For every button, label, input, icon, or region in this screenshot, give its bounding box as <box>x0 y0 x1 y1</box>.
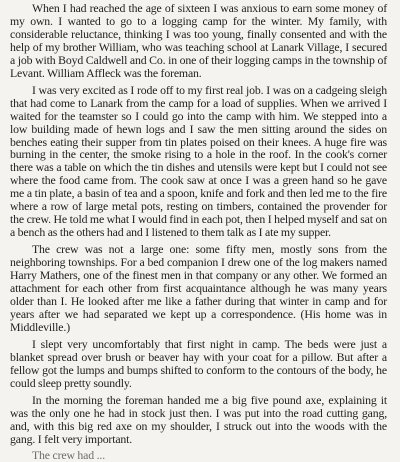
paragraph-4: I slept very uncomfortably that first night in camp. The beds were just a blanket spread over brush or beaver hay with your coat for a pillow. But after a fellow got the lumps and bumps shifted to conform to the contours of the body, he could sleep pretty soundly. <box>10 336 387 390</box>
paragraph-2: I was very excited as I rode off to my first real job. I was on a cadgeing sleigh that had come to Lanark from the camp for a load of supplies. When we arrived I waited for the teamster so I could go into the camp with him. We stepped into a low building made of hewn logs and I saw the men sitting around the sides on benches eating their supper from tin plates poised on their knees. A huge fire was burning in the center, the smoke rising to a hole in the roof. In the cook's corner there was a table on which the tin dishes and utensils were kept but I could not see where the food came from. The cook saw at once I was a green hand so he gave me a tin plate, a basin of tea and a spoon, knife and fork and then led me to the fire where a row of large metal pots, resting on timbers, contained the provender for the crew. He told me what I would find in each pot, then I helped myself and sat on a bench as the others had and I listened to them talk as I ate my supper. <box>10 82 387 240</box>
paragraph-6-partial: The crew had ... <box>32 448 105 462</box>
paragraph-3: The crew was not a large one: some fifty men, mostly sons from the neighboring townships. For a bed companion I drew one of the log makers named Harry Mathers, one of the finest men in that company or any other. We formed an attachment for each other from first acquaintance although he was many years older than I. He looked after me like a father during that winter in camp and for years after we had separated we kept up a correspondence. (His home was in Middleville.) <box>10 242 387 334</box>
paragraph-1: When I had reached the age of sixteen I was anxious to earn some money of my own. I wanted to go to a logging camp for the winter. My family, with considerable reluctance, thinking I was too young, finally consented and with the help of my brother William, who was teaching school at Lanark Village, I secured a job with Boyd Caldwell and Co. in one of their logging camps in the township of Levant. William Affleck was the foreman. <box>10 1 387 80</box>
paragraph-5: In the morning the foreman handed me a big five pound axe, explaining it was the only one he had in stock just then. I was put into the road cutting gang, and, with this big red axe on my shoulder, I struck out into the woods with the gang. I felt very important. <box>10 392 387 446</box>
